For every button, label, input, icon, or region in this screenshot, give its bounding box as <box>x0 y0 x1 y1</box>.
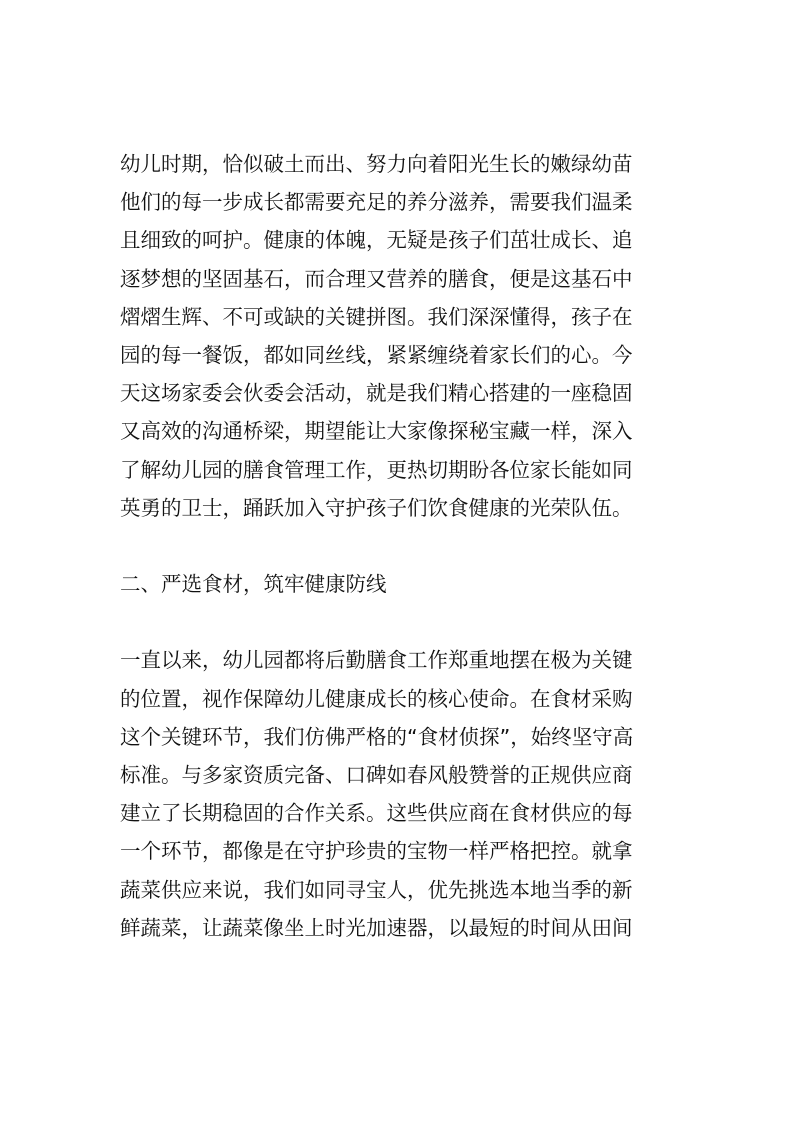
section-heading: 二、严选食材，筑牢健康防线 <box>120 572 387 597</box>
document-body <box>120 145 680 947</box>
text-line: 且细致的呵护。健康的体魄，无疑是孩子们茁壮成长、追 <box>120 228 633 253</box>
text-line: 又高效的沟通桥梁，期望能让大家像探秘宝藏一样，深入 <box>120 419 633 444</box>
text-line: 鲜蔬菜，让蔬菜像坐上时光加速器，以最短的时间从田间 <box>120 915 633 940</box>
text-line: 英勇的卫士，踊跃加入守护孩子们饮食健康的光荣队伍。 <box>120 495 633 520</box>
text-line: 熠熠生辉、不可或缺的关键拼图。我们深深懂得，孩子在 <box>120 304 633 329</box>
text-line: 天这场家委会伙委会活动，就是我们精心搭建的一座稳固 <box>120 381 633 406</box>
text-line: 这个关键环节，我们仿佛严格的“食材侦探”，始终坚守高 <box>120 724 634 749</box>
text-line: 的位置，视作保障幼儿健康成长的核心使命。在食材采购 <box>120 686 633 711</box>
text-line: 园的每一餐饭，都如同丝线，紧紧缠绕着家长们的心。今 <box>120 342 633 367</box>
intro-paragraph <box>120 145 680 527</box>
text-line: 了解幼儿园的膳食管理工作，更热切期盼各位家长能如同 <box>120 457 633 482</box>
text-line: 标准。与多家资质完备、口碑如春风般赞誉的正规供应商 <box>120 763 633 787</box>
text-line: 一个环节，都像是在守护珍贵的宝物一样严格把控。就拿 <box>120 839 633 864</box>
paragraph-gap <box>120 603 680 641</box>
text-line: 幼儿时期，恰似破土而出、努力向着阳光生长的嫩绿幼苗 <box>120 152 633 176</box>
text-line: 一直以来，幼儿园都将后勤膳食工作郑重地摆在极为关键 <box>120 648 633 673</box>
text-line: 逐梦想的坚固基石，而合理又营养的膳食，便是这基石中 <box>120 266 633 291</box>
paragraph-gap <box>120 527 680 565</box>
ingredients-paragraph <box>120 641 680 947</box>
text-line: 建立了长期稳固的合作关系。这些供应商在食材供应的每 <box>120 801 633 826</box>
text-line: 蔬菜供应来说，我们如同寻宝人，优先挑选本地当季的新 <box>120 877 633 902</box>
text-line: 他们的每一步成长都需要充足的养分滋养，需要我们温柔 <box>120 190 633 215</box>
